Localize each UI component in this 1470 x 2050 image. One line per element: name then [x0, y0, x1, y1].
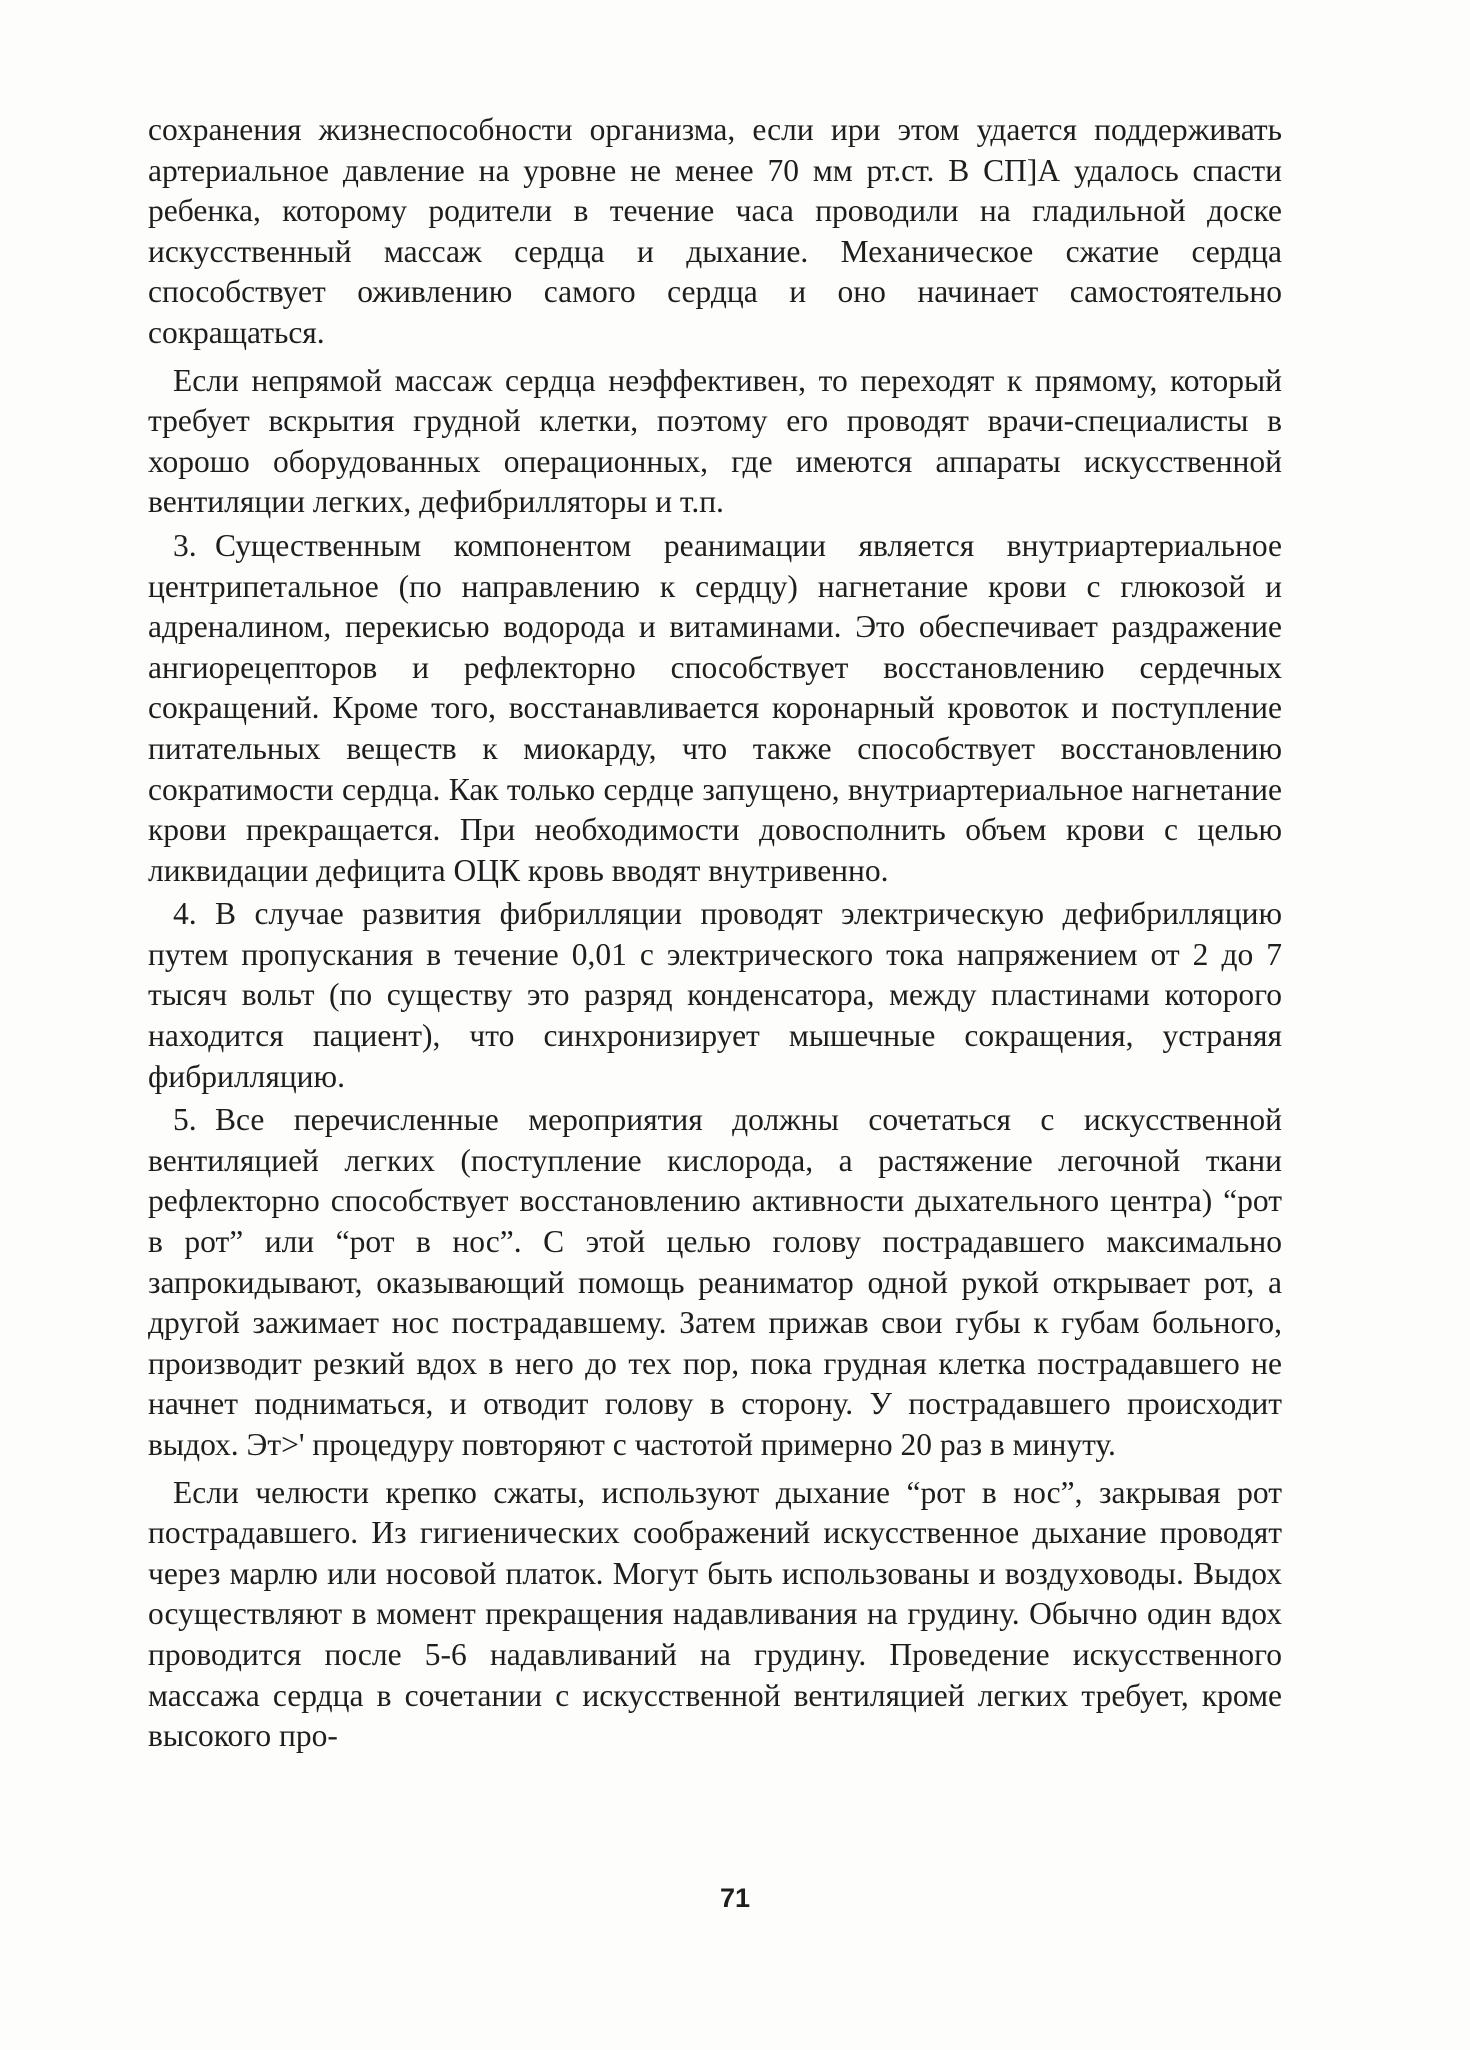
list-item-4 [148, 894, 1282, 1097]
paragraph-mouth-to-nose: Если челюсти крепко сжаты, используют дыхание “рот в нос”, закрывая рот пострадавшего. Из гигиенических соображений искусственное дыхание проводят через марлю или носовой платок. Могут быть использованы и воздуховоды. Выдох осуществляют в момент прекращения надавливания на грудину. Обычно один вдох проводится после 5-6 надавливаний на грудину. Проведение искусственного массажа сердца в сочетании с искусственной вентиляцией легких требует, кроме высокого про- [148, 1474, 1282, 1754]
list-number: 5. [173, 1102, 197, 1138]
paragraph-direct-massage: Если непрямой массаж сердца неэффективен, то переходят к прямому, который требует вскрытия грудной клетки, поэтому его проводят врачи-специалисты в хорошо оборудованных операционных, где имеются аппараты искусственной вентиляции легких, дефибрилляторы и т.п. [148, 362, 1282, 520]
list-item-text: Все перечисленные мероприятия должны сочетаться с искусственной вентиляцией легких (поступление кислорода, а растяжение легочной ткани рефлекторно способствует восстановлению активности дыхательного центра) “рот в рот” или “рот в нос”. С этой целью голову пострадавшего максимально запрокидывают, оказывающий помощь реаниматор одной рукой открывает рот, а другой зажимает нос пострадавшему. Затем прижав свои губы к губам больного, производит резкий вдох в него до тех пор, пока грудная клетка пострадавшего не начнет подниматься, и отводит голову в сторону. У пострадавшего происходит выдох. Эт>' процедуру повторяют с частотой примерно 20 раз в минуту. [148, 1102, 1282, 1462]
page-number: 71 [719, 1883, 751, 1913]
list-item-3 [148, 526, 1282, 891]
list-number: 3. [173, 527, 197, 563]
list-item-text: В случае развития фибрилляции проводят электрическую дефибрилляцию путем пропускания в течение 0,01 с электрического тока напряжением от 2 до 7 тысяч вольт (по существу это разряд конденсатора, между пластинами которого находится пациент), что синхронизирует мышечные сокращения, устраняя фибрилляцию. [148, 896, 1282, 1094]
list-number: 4. [173, 896, 197, 932]
list-item-5 [148, 1100, 1282, 1465]
list-item-text: Существенным компонентом реанимации является внутриартериальное центрипетальное (по направлению к сердцу) нагнетание крови с глюкозой и адреналином, перекисью водорода и витаминами. Это обеспечивает раздражение ангиорецепторов и рефлекторно способствует восстановлению сердечных сокращений. Кроме того, восстанавливается коронарный кровоток и поступление питательных веществ к миокарду, что также способствует восстановлению сократимости сердца. Как только сердце запущено, внутриартериальное нагнетание крови прекращается. При необходимости довосполнить объем крови с целью ликвидации дефицита ОЦК кровь вводят внутривенно. [148, 527, 1282, 888]
paragraph-continuation: сохранения жизнеспособности организма, если ири этом удается поддерживать артериальное давление на уровне не менее 70 мм рт.ст. В СП]А удалось спасти ребенка, которому родители в течение часа проводили на гладильной доске искусственный массаж сердца и дыхание. Механическое сжатие сердца способствует оживлению самого сердца и оно начинает самостоятельно сокращаться. [148, 112, 1282, 350]
body-text [148, 110, 1282, 1757]
